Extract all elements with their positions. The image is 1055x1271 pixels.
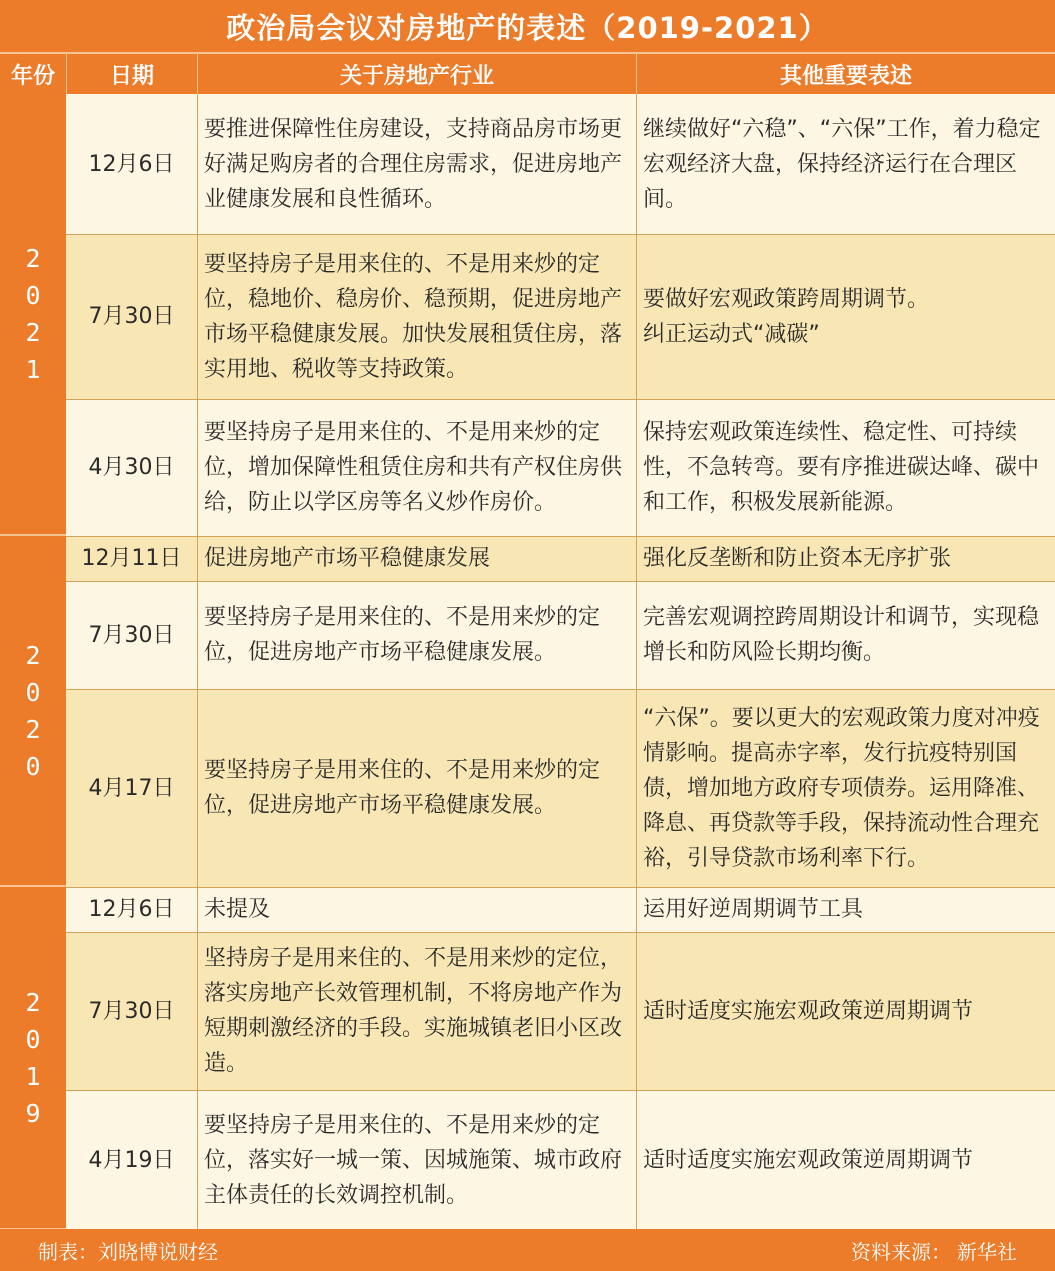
real-estate-cell: 坚持房子是用来住的、不是用来炒的定位，落实房地产长效管理机制，不将房地产作为短期刺激经济的手段。实施城镇老旧小区改造。 — [204, 946, 623, 1076]
year-digit: 2 — [25, 714, 41, 744]
column-divider — [636, 94, 637, 1230]
real-estate-cell: 要坚持房子是用来住的、不是用来炒的定位，增加保障性租赁住房和共有产权住房供给，防止以学区房等名义炒作房价。 — [204, 420, 623, 515]
real-estate-cell: 要坚持房子是用来住的、不是用来炒的定位，促进房地产市场平稳健康发展。 — [204, 605, 601, 665]
date-cell: 7月30日 — [88, 622, 175, 648]
table-row — [66, 581, 1055, 689]
year-digit: 2 — [25, 244, 41, 273]
column-divider — [197, 94, 198, 1230]
header-year: 年份 — [10, 63, 55, 89]
row-divider — [66, 399, 1055, 400]
year-digit: 9 — [25, 1098, 41, 1128]
date-cell: 7月30日 — [88, 998, 175, 1024]
real-estate-cell: 未提及 — [204, 897, 271, 922]
other-statement-cell: 适时适度实施宏观政策逆周期调节 — [643, 1147, 974, 1173]
header-other: 其他重要表述 — [779, 63, 912, 89]
row-divider — [66, 1090, 1055, 1091]
year-digit: 1 — [25, 355, 41, 384]
table-row — [66, 94, 1055, 234]
date-cell: 7月30日 — [88, 304, 175, 329]
table-row — [66, 689, 1055, 887]
year-cell — [0, 94, 66, 536]
row-divider — [66, 689, 1055, 690]
table-row — [66, 234, 1055, 399]
year-digit: 0 — [25, 1024, 41, 1054]
row-divider — [66, 536, 1055, 537]
year-digit: 2 — [25, 318, 41, 347]
year-digit: 2 — [25, 640, 41, 670]
other-statement-cell: 运用好逆周期调节工具 — [643, 897, 864, 922]
real-estate-cell: 要坚持房子是用来住的、不是用来炒的定位，落实好一城一策、因城施策、城市政府主体责任的长效调控机制。 — [204, 1112, 623, 1208]
other-statement-cell: 保持宏观政策连续性、稳定性、可持续性，不急转弯。要有序推进碳达峰、碳中和工作，积极发展新能源。 — [643, 420, 1040, 515]
table-row — [66, 536, 1055, 581]
table-row — [66, 1090, 1055, 1230]
year-cell — [0, 887, 66, 1230]
table-footer — [0, 1229, 1055, 1271]
other-statement-cell: 继续做好“六稳”、“六保”工作，着力稳定宏观经济大盘，保持经济运行在合理区间。 — [643, 116, 1041, 212]
row-divider — [66, 887, 1055, 888]
real-estate-cell: 要坚持房子是用来住的、不是用来炒的定位，稳地价、稳房价、稳预期，促进房地产市场平稳健康发展。加快发展租赁住房，落实用地、税收等支持政策。 — [204, 251, 623, 382]
date-cell: 4月30日 — [88, 455, 175, 480]
row-divider — [66, 581, 1055, 582]
page-title: 政治局会议对房地产的表述（2019-2021） — [0, 0, 1055, 52]
table-header — [0, 52, 1055, 94]
header-real-estate: 关于房地产行业 — [339, 63, 494, 89]
date-cell: 4月19日 — [88, 1147, 175, 1173]
table-row — [66, 932, 1055, 1090]
footer-source-value: 新华社 — [957, 1239, 1017, 1264]
header-date: 日期 — [109, 63, 154, 89]
year-digit: 2 — [25, 987, 41, 1017]
footer-source — [851, 1236, 1017, 1265]
other-statement-cell: “六保”。要以更大的宏观政策力度对冲疫情影响。提高赤字率，发行抗疫特别国债，增加地方政府专项债券。运用降准、降息、再贷款等手段，保持流动性合理充裕，引导贷款市场利率下行。 — [643, 705, 1040, 871]
row-divider — [66, 932, 1055, 933]
date-cell: 12月6日 — [88, 897, 175, 922]
year-digit: 0 — [25, 281, 41, 310]
other-statement-cell: 完善宏观调控跨周期设计和调节，实现稳增长和防风险长期均衡。 — [643, 605, 1040, 665]
table-row — [66, 399, 1055, 536]
date-cell: 4月17日 — [88, 775, 175, 801]
date-cell: 12月6日 — [88, 151, 175, 177]
real-estate-cell: 促进房地产市场平稳健康发展 — [204, 546, 491, 571]
real-estate-cell: 要推进保障性住房建设，支持商品房市场更好满足购房者的合理住房需求，促进房地产业健康发展和良性循环。 — [204, 116, 623, 212]
year-digit: 0 — [25, 677, 41, 707]
date-cell: 12月11日 — [81, 546, 182, 571]
year-digit: 1 — [25, 1061, 41, 1091]
other-statement-cell: 要做好宏观政策跨周期调节。 纠正运动式“减碳” — [643, 286, 930, 347]
year-cell — [0, 536, 66, 887]
footer-maker: 制表：刘晓博说财经 — [38, 1239, 218, 1264]
other-statement-cell: 适时适度实施宏观政策逆周期调节 — [643, 998, 974, 1024]
real-estate-cell: 要坚持房子是用来住的、不是用来炒的定位，促进房地产市场平稳健康发展。 — [204, 758, 601, 818]
table-row — [66, 887, 1055, 932]
other-statement-cell: 强化反垄断和防止资本无序扩张 — [643, 546, 952, 571]
year-digit: 0 — [25, 751, 41, 781]
row-divider — [66, 234, 1055, 235]
footer-source-label: 资料来源： — [851, 1239, 951, 1264]
